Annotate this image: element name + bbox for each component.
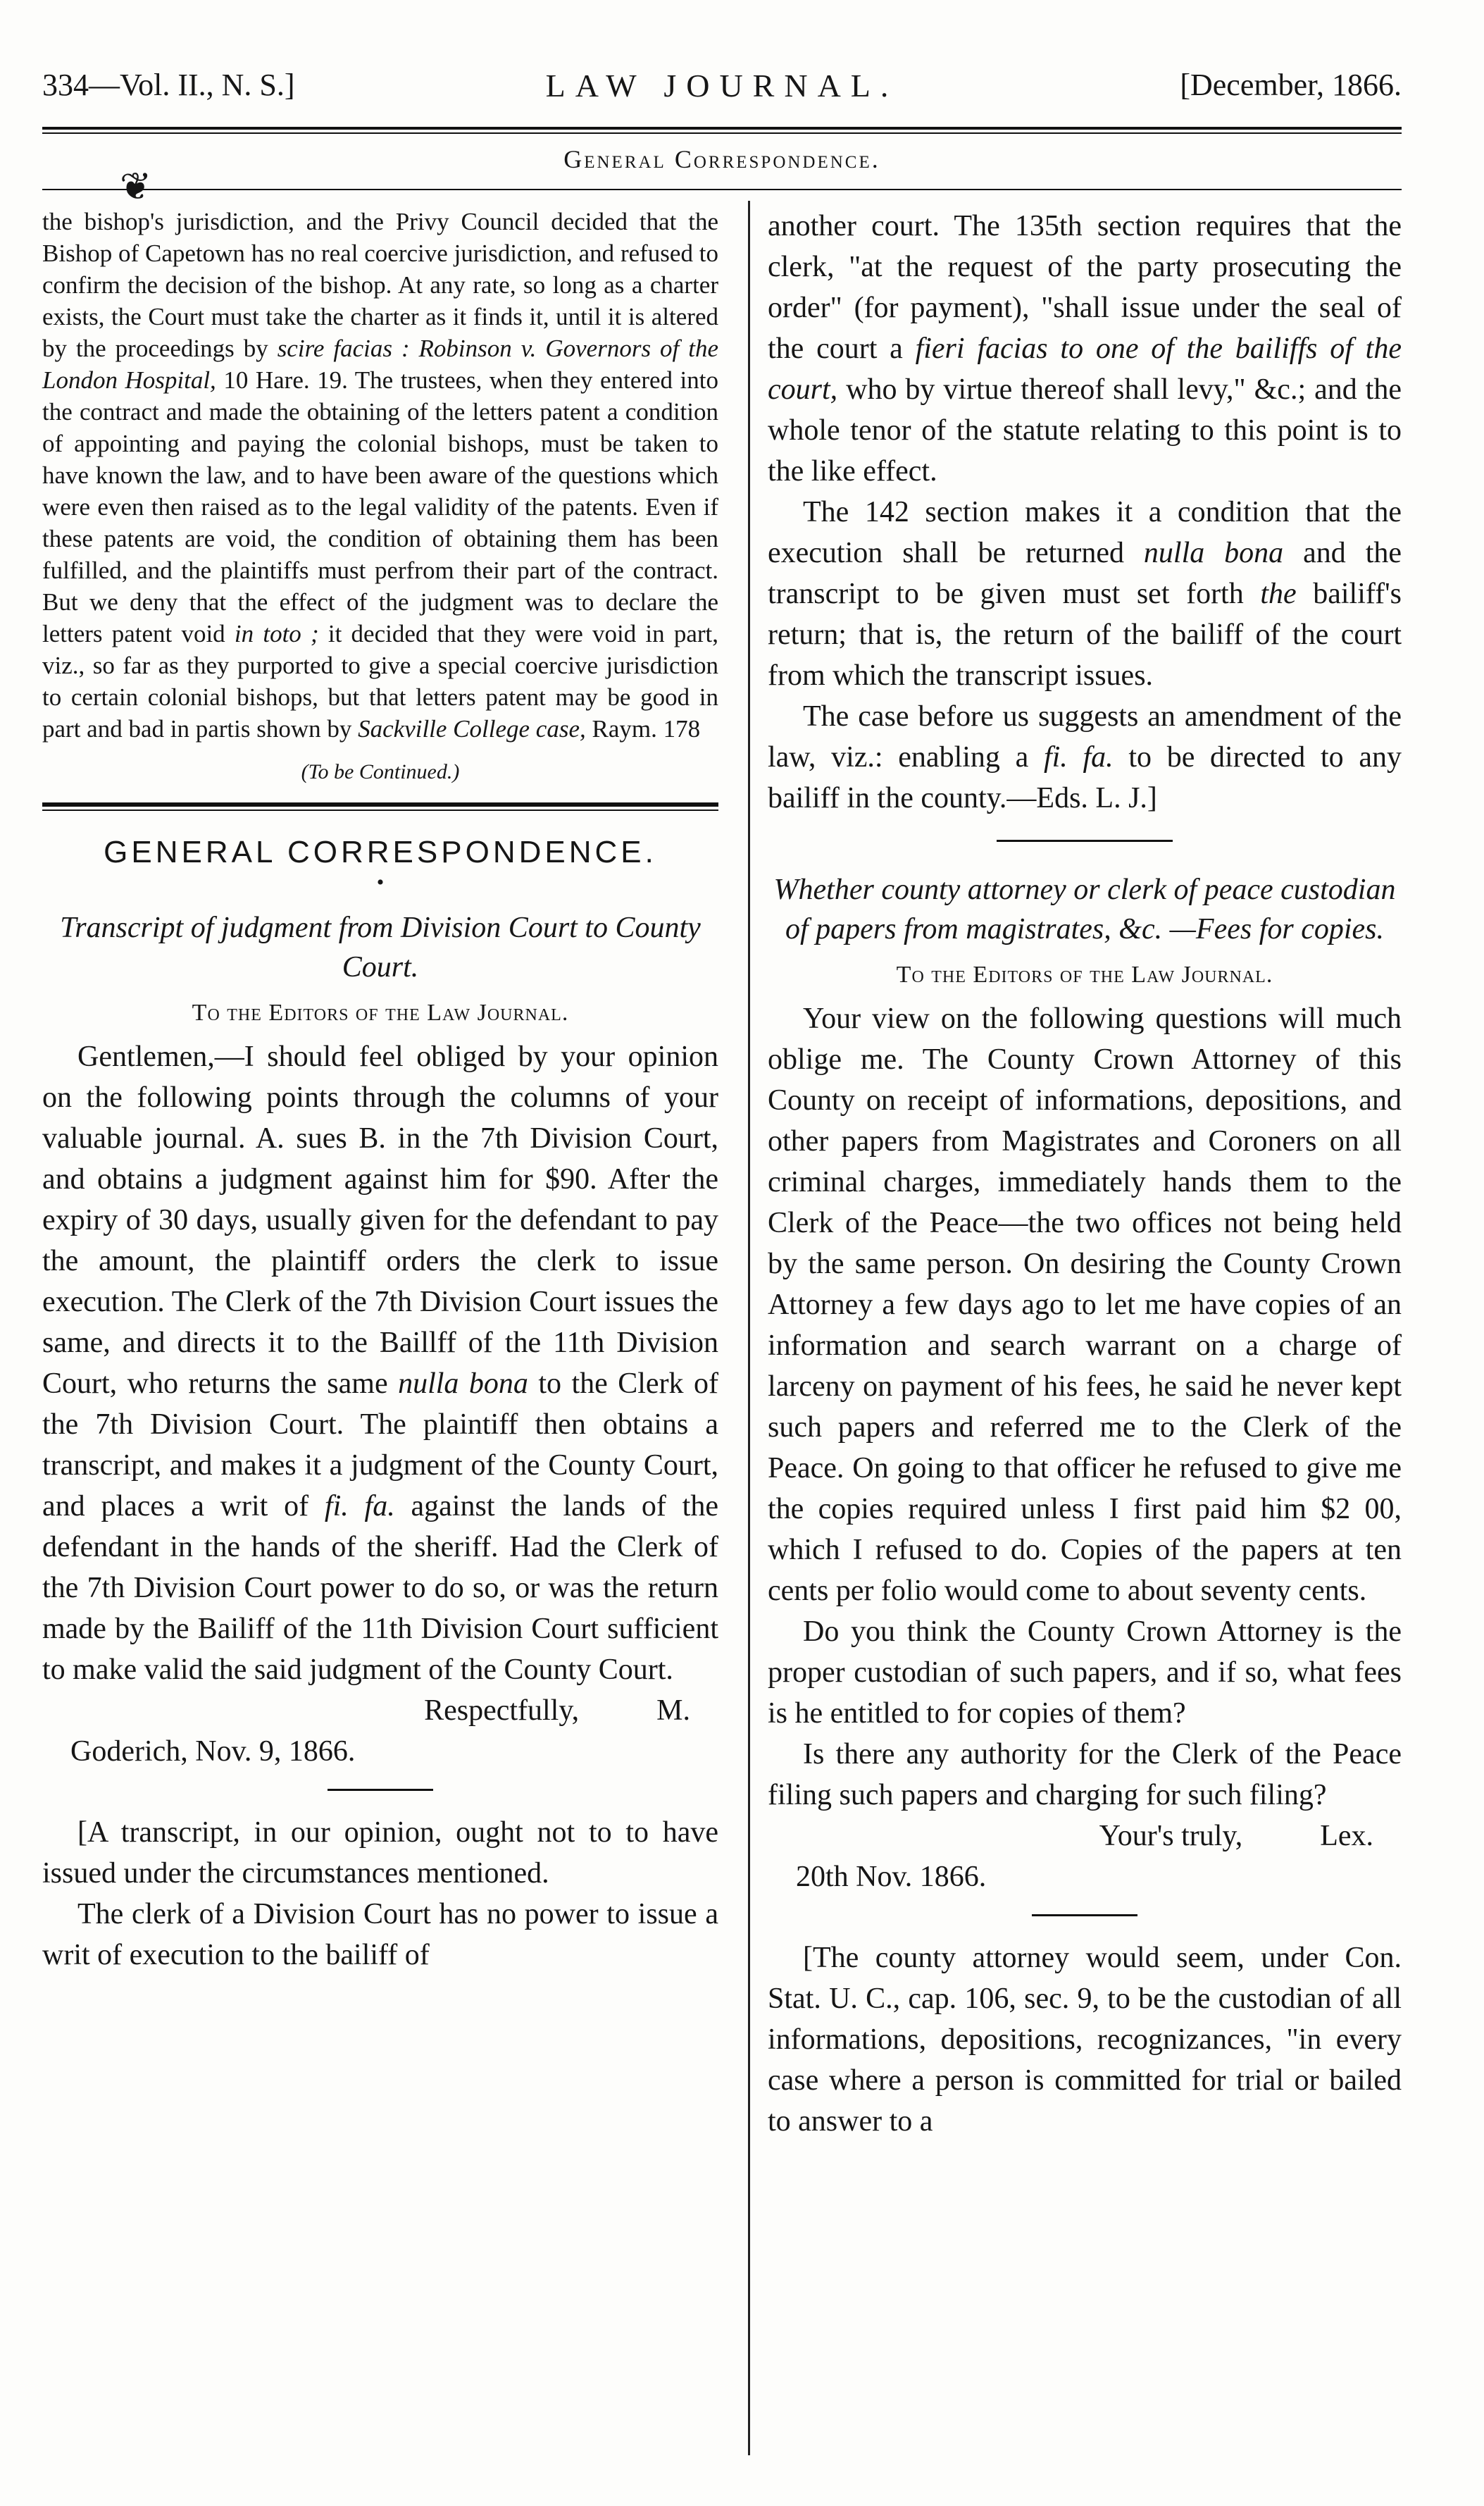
editor-reply-paragraph: The 142 section makes it a condition that the execution shall be returned nulla bona and the transcript to be given must set forth the bailiff's return; that is, the return of the bailiff of the court from which the transcript issues. — [768, 496, 1402, 692]
place-date: Goderich, Nov. 9, 1866. — [70, 1735, 356, 1768]
running-section-title: General Correspondence. — [563, 145, 880, 173]
signature: Lex. — [1320, 1820, 1373, 1852]
journal-title: LAW JOURNAL. — [545, 68, 899, 104]
article-title: Whether county attorney or clerk of peace custodian of papers from magistrates, &c. —Fees for copies. — [773, 874, 1396, 945]
section-divider — [42, 802, 718, 811]
section-dot: • — [376, 871, 385, 894]
signature: M. — [656, 1694, 690, 1727]
letter-body: Gentlemen,—I should feel obliged by your opinion on the following points through the columns of your valuable journal. A. sues B. in the 7th Division Court, and obtains a judgment against him for $90. After the expiry of 30 days, usually given for the defendant to pay the amount, the plaintiff orders the clerk to issue execution. The Clerk of the 7th Division Court issues the same, and directs it to the Baillff of the 11th Division Court, who returns the same nulla bona to the Clerk of the 7th Division Court. The plaintiff then obtains a transcript, and makes it a judgment of the County Court, and places a writ of fi. fa. against the lands of the defendant in the hands of the sheriff. Had the Clerk of the 7th Division Court power to do so, or was the return made by the Bailiff of the 11th Division Court sufficient to make valid the said judgment of the County Court. — [42, 1041, 719, 1686]
section-title: GENERAL CORRESPONDENCE. — [104, 835, 657, 869]
continued-article-text: the bishop's jurisdiction, and the Privy Council decided that the Bishop of Capetown has no real coercive jurisdiction, and refused to confirm the decision of the bishop. At any rate, so long as a charter exists, the Court must take the charter as it finds it, until it is altered by the proceedings by scire facias : Robinson v. Governors of the London Hospital, 10 Hare. 19. The trustees, when they entered into the contract and made the obtaining of the letters patent a condition of appointing and paying the colonial bishops, must be taken to have known the law, and to have been aware of the questions which were even then raised as to the legal validity of the patents. Even if these patents are void, the condition of obtaining them has been fulfilled, and the plaintiffs must perfrom their part of the contract. But we deny that the effect of the judgment was to declare the letters patent void in toto ; it decided that they were void in part, viz., so far as they purported to give a special coercive jurisdiction to certain colonial bishops, but that letters patent may be good in part and bad in partis shown by Sackville College case, Raym. 178 — [42, 208, 719, 743]
editor-reply: [The county attorney would seem, under Con. Stat. U. C., cap. 106, sec. 9, to be the custodian of all informations, depositions, recognizances, "in every case where a person is committed for trial or bailed to answer to a — [768, 1942, 1402, 2138]
letter-date: 20th Nov. 1866. — [796, 1861, 987, 1893]
right-column — [768, 206, 1402, 2142]
editor-reply: The clerk of a Division Court has no power to issue a writ of execution to the bailiff of — [42, 1898, 718, 1971]
left-column — [42, 206, 718, 1975]
editor-reply-paragraph: The case before us suggests an amendment of the law, viz.: enabling a fi. fa. to be directed to any bailiff in the county.—Eds. L. J.] — [768, 700, 1402, 814]
addressee-line: To the Editors of the Law Journal. — [192, 1000, 569, 1026]
letter-body: Is there any authority for the Clerk of the Peace filing such papers and charging for such filing? — [768, 1738, 1402, 1811]
short-rule — [328, 1789, 433, 1791]
sign-off: Respectfully, — [424, 1694, 580, 1727]
sign-off: Your's truly, — [1099, 1820, 1243, 1852]
to-be-continued-note: (To be Continued.) — [301, 760, 460, 783]
signature-line — [42, 1690, 718, 1731]
article-title: Transcript of judgment from Division Court to County Court. — [60, 912, 701, 984]
header-rule — [42, 127, 1402, 134]
editor-reply-continued: another court. The 135th section requires that the clerk, "at the request of the party prosecuting the order" (for payment), "shall issue under the seal of the court a fieri facias to one of the bailiffs of the court, who by virtue thereof shall levy," &c.; and the whole tenor of the statute relating to this point is to the like effect. — [768, 210, 1402, 488]
fleuron-icon: ❦ — [120, 166, 152, 208]
section-rule — [42, 189, 1402, 190]
short-rule — [1032, 1914, 1137, 1916]
letter-body: Your view on the following questions will much oblige me. The County Crown Attorney of this County on receipt of informations, depositions, and other papers from Magistrates and Coroners on all criminal charges, immediately hands them to the Clerk of the Peace—the two offices not being held by the same person. On desiring the County Crown Attorney a few days ago to let me have copies of an information and search warrant on a charge of larceny on payment of his fees, he said he never kept such papers and referred me to the Clerk of the Peace. On going to that officer he refused to give me the copies required unless I first paid him $2 00, which I refused to do. Copies of the papers at ten cents per folio would come to about seventy cents. — [768, 1003, 1402, 1607]
issue-date: [December, 1866. — [1180, 68, 1402, 102]
letter-body: Do you think the County Crown Attorney is the proper custodian of such papers, and if so, what fees is he entitled to for copies of them? — [768, 1615, 1402, 1730]
editor-reply: [A transcript, in our opinion, ought not to to have issued under the circumstances mentioned. — [42, 1816, 718, 1890]
page-header — [42, 67, 1402, 116]
page-number-volume: 334—Vol. II., N. S.] — [42, 68, 295, 102]
column-divider — [748, 201, 750, 2455]
signature-line — [768, 1816, 1402, 1856]
addressee-line: To the Editors of the Law Journal. — [896, 962, 1273, 988]
article-separator — [997, 840, 1173, 842]
